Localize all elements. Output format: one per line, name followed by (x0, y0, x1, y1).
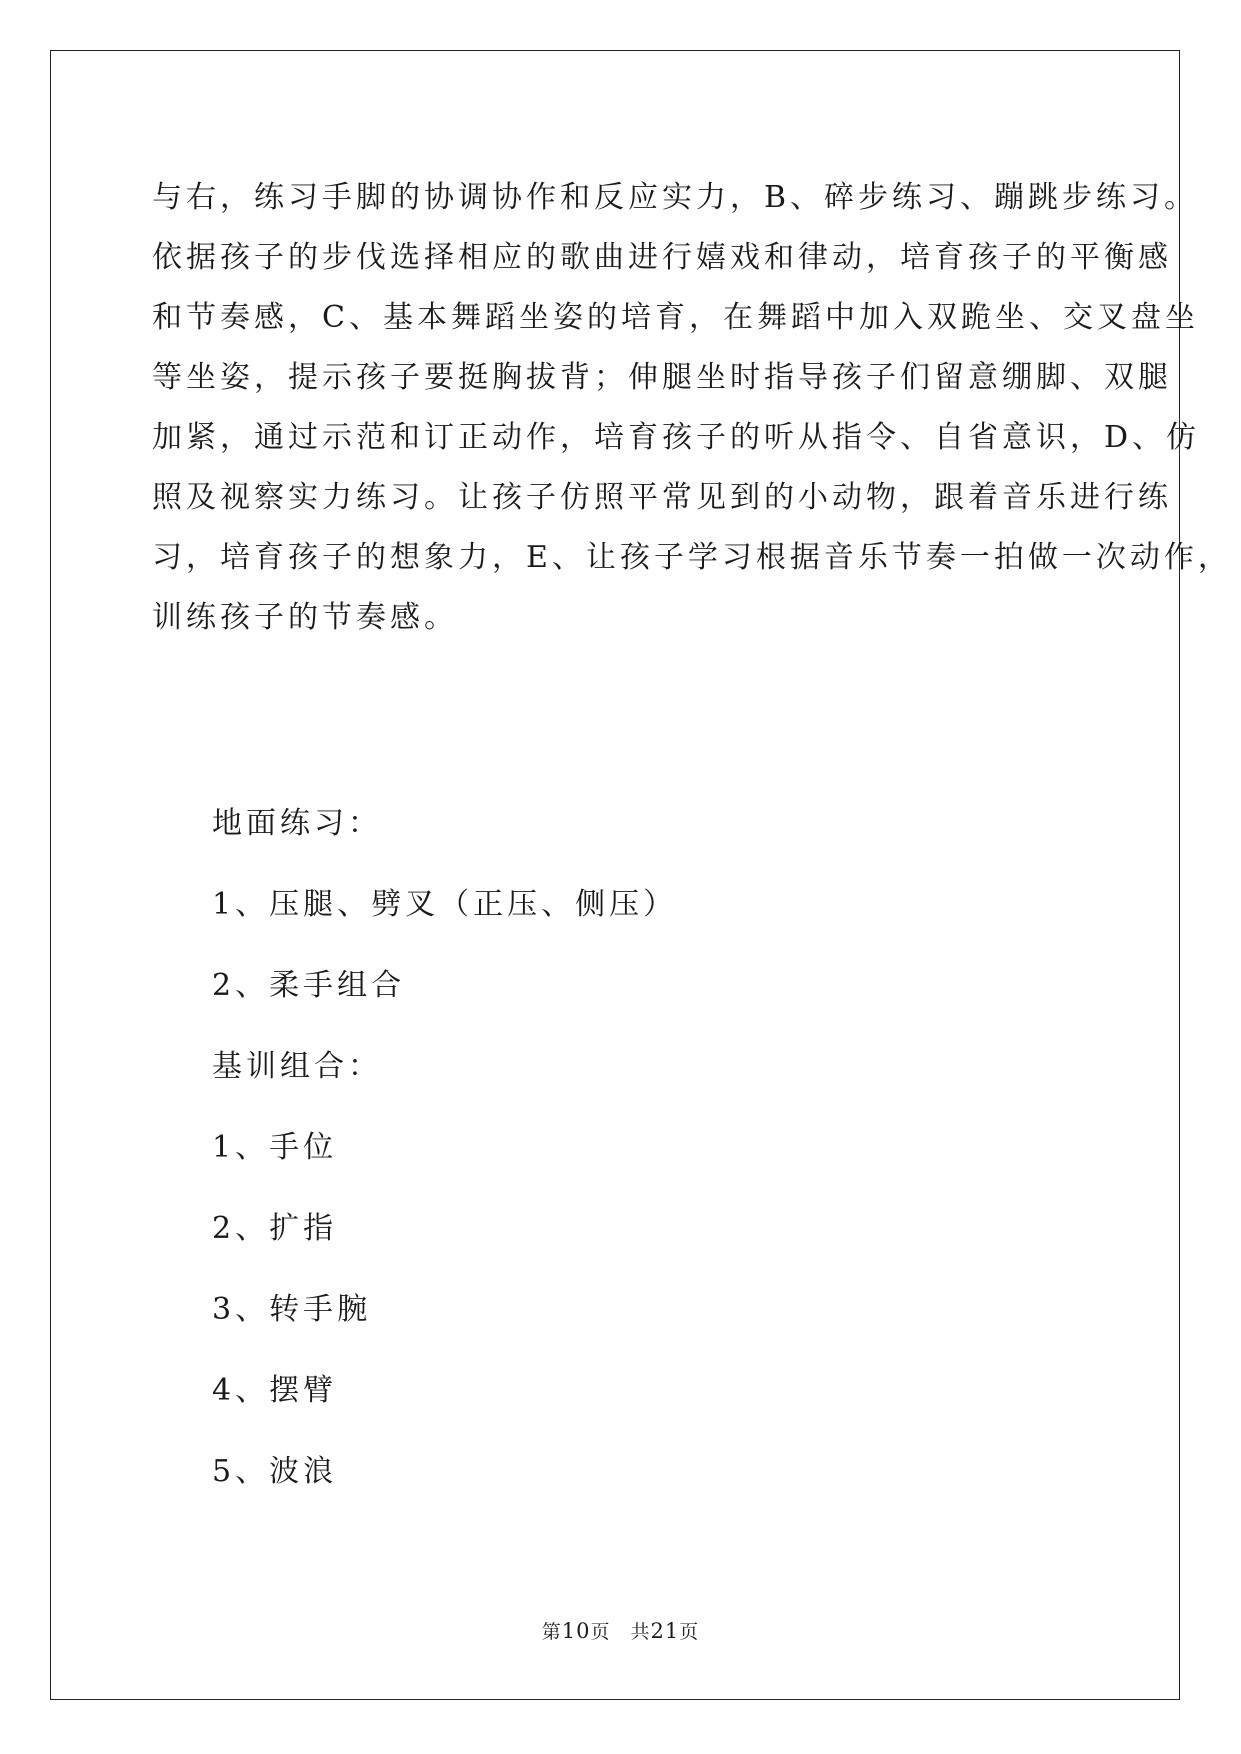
text-line: 照及视察实力练习。让孩子仿照平常见到的小动物，跟着音乐进行练 (152, 480, 1172, 515)
list-item: 5、波浪 (212, 1454, 338, 1489)
footer-total-prefix: 共 (630, 1621, 651, 1643)
text-line: 加紧，通过示范和订正动作，培育孩子的听从指令、自省意识，D、仿 (152, 420, 1201, 455)
list-item: 3、转手腕 (212, 1292, 372, 1327)
section-heading-floor: 地面练习： (212, 806, 382, 841)
list-item: 2、扩指 (212, 1211, 338, 1246)
page-footer (0, 1617, 1241, 1644)
list-item: 1、手位 (212, 1130, 338, 1165)
paragraph-text (152, 158, 1232, 658)
list-item: 4、摆臂 (212, 1373, 338, 1408)
footer-page-suffix: 页 (590, 1621, 611, 1643)
text-line: 和节奏感，C、基本舞蹈坐姿的培育，在舞蹈中加入双跪坐、交叉盘坐 (152, 300, 1199, 335)
text-line: 与右，练习手脚的协调协作和反应实力，B、碎步练习、蹦跳步练习。 (152, 180, 1199, 215)
body-paragraph (152, 158, 1232, 658)
footer-total-suffix: 页 (679, 1621, 700, 1643)
exercise-list (212, 783, 677, 1512)
text-line: 习，培育孩子的想象力，E、让孩子学习根据音乐节奏一拍做一次动作， (152, 540, 1232, 575)
text-line: 等坐姿，提示孩子要挺胸拔背；伸腿坐时指导孩子们留意绷脚、双腿 (152, 360, 1172, 395)
text-line: 依据孩子的步伐选择相应的歌曲进行嬉戏和律动，培育孩子的平衡感 (152, 240, 1172, 275)
list-item: 1、压腿、劈叉（正压、侧压） (212, 887, 678, 922)
footer-total-pages: 21 (650, 1619, 680, 1643)
section-heading-basic: 基训组合： (212, 1049, 382, 1084)
list-item: 2、柔手组合 (212, 968, 406, 1003)
footer-page-number: 10 (561, 1619, 591, 1643)
footer-prefix: 第 (541, 1621, 562, 1643)
text-line: 训练孩子的节奏感。 (152, 600, 458, 635)
